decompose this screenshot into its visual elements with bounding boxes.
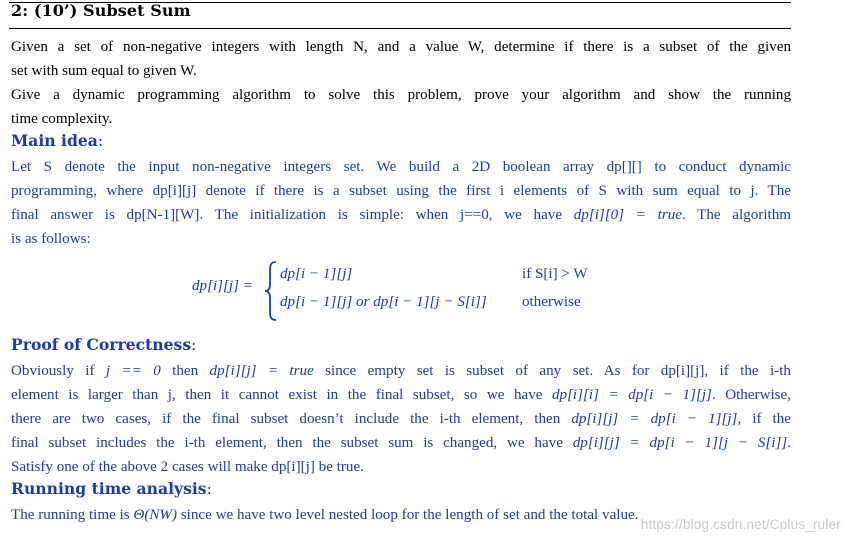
proof-line-4-a: final subset includes the i-th element, then the subset sum is changed, we have <box>11 435 573 451</box>
proof-heading-text: Proof of Correctness <box>11 335 192 354</box>
equation-condition-1: if S[i] > W <box>522 266 588 282</box>
proof-line-1 <box>11 359 791 383</box>
proof-line-1-b: then <box>160 363 210 379</box>
main-idea-line-1: Let S denote the input non-negative integers set. We build a 2D boolean array dp[][] to conduct dynamic <box>11 159 791 175</box>
main-idea-colon: : <box>97 132 104 150</box>
main-idea-text <box>11 155 791 251</box>
proof-colon: : <box>191 336 197 354</box>
proof-line-1-c: since empty set is subset of any set. As for dp[i][j], if the i-th <box>313 363 791 379</box>
equation-case-1: dp[i − 1][j] <box>280 266 353 282</box>
recurrence-equation <box>192 254 622 324</box>
left-brace-icon <box>264 260 278 322</box>
proof-line-5: Satisfy one of the above 2 cases will make dp[i][j] be true. <box>11 459 364 475</box>
complexity-math: Θ(NW) <box>133 507 178 523</box>
header-rule <box>9 28 791 29</box>
proof-line-1-a: Obviously if <box>11 363 106 379</box>
running-time-heading <box>11 479 212 498</box>
proof-text <box>11 359 791 479</box>
proof-math-4: dp[i][j] = dp[i − 1][j] <box>571 411 738 427</box>
proof-line-4-b: . <box>787 435 792 451</box>
watermark: https://blog.csdn.net/Cplus_ruler <box>640 517 841 532</box>
problem-line-4: time complexity. <box>11 111 113 127</box>
proof-math-1: j == 0 <box>105 363 161 379</box>
proof-line-3 <box>11 407 791 431</box>
proof-line-2 <box>11 383 791 407</box>
main-idea-line-3 <box>11 203 791 227</box>
main-idea-heading-text: Main idea <box>11 131 98 150</box>
running-time-colon: : <box>206 480 212 498</box>
problem-statement <box>11 35 791 131</box>
problem-line-1: Given a set of non-negative integers with length N, and a value W, determine if there is a subset of the given <box>11 39 791 55</box>
main-idea-line-3-a: final answer is dp[N-1][W]. The initialization is simple: when j==0, we have <box>11 207 574 223</box>
proof-math-3: dp[i][i] = dp[i − 1][j] <box>551 387 712 403</box>
init-equation: dp[i][0] = true <box>573 207 682 223</box>
main-idea-line-2: programming, where dp[i][j] denote if there is a subset using the first i elements of S with sum equal to j. The <box>11 183 791 199</box>
proof-line-3-a: there are two cases, if the final subset doesn’t include the i-th element, then <box>11 411 572 427</box>
problem-title: 2: (10’) Subset Sum <box>11 1 191 20</box>
running-time-line-1-b: since we have two level nested loop for the length of set and the total value. <box>177 507 639 523</box>
main-idea-heading <box>11 131 103 150</box>
proof-math-2: dp[i][j] = true <box>209 363 314 379</box>
proof-line-2-a: element is larger than j, then it cannot exist in the final subset, so we have <box>11 387 552 403</box>
main-idea-line-3-b: . The algorithm <box>681 207 791 223</box>
proof-line-2-b: . Otherwise, <box>711 387 792 403</box>
running-time-heading-text: Running time analysis <box>11 479 207 498</box>
equation-lhs: dp[i][j] = <box>192 278 253 294</box>
proof-heading <box>11 335 196 354</box>
running-time-line-1-a: The running time is <box>11 507 134 523</box>
main-idea-line-4: is as follows: <box>11 231 91 247</box>
proof-line-3-b: , if the <box>737 411 791 427</box>
problem-line-2: set with sum equal to given W. <box>11 63 197 79</box>
equation-condition-2: otherwise <box>522 294 581 310</box>
proof-line-4 <box>11 431 791 455</box>
equation-case-2: dp[i − 1][j] or dp[i − 1][j − S[i]] <box>280 294 487 310</box>
problem-line-3: Give a dynamic programming algorithm to solve this problem, prove your algorithm and show the running <box>11 87 791 103</box>
proof-math-5: dp[i][j] = dp[i − 1][j − S[i]] <box>572 435 788 451</box>
